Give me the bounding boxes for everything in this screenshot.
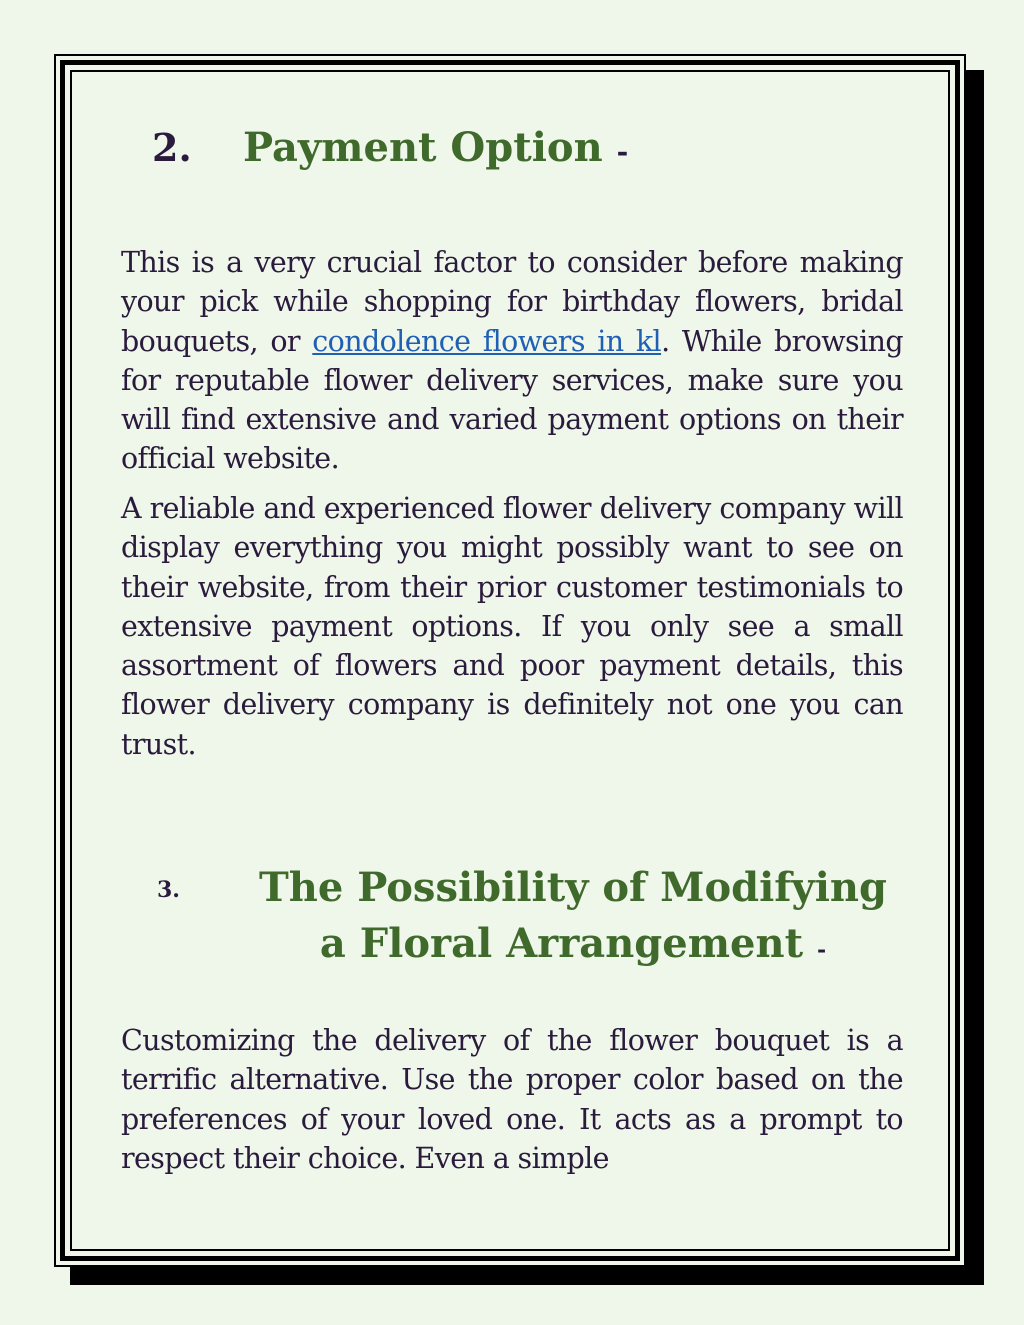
section-2-title: Payment Option [243,124,603,171]
condolence-flowers-link[interactable]: condolence flowers in kl [312,324,662,358]
section-2-heading [243,120,628,180]
section-2-number: 2. [152,125,192,170]
section-3-title-line-1: The Possibility of Modifying [259,864,887,911]
paragraph-text: This is a very crucial factor to consider before making your pick while shopping for birthday flowers, bridal bouquets, or [121,246,903,358]
paragraph-text: . While browsing for reputable flower delivery services, make sure you will find extensive and varied payment options on their official website. [121,324,903,476]
section-2-dash: - [616,135,629,168]
section-3-number: 3. [157,877,180,903]
section-2-paragraph-2: A reliable and experienced flower delivery company will display everything you might possibly want to see on their website, from their prior customer testimonials to extensive payment options. If you only see a small assortment of flowers and poor payment details, this flower delivery company is definitely not one you can trust. [121,492,903,761]
section-3-heading [243,860,903,978]
section-3-paragraph-1: Customizing the delivery of the flower bouquet is a terrific alternative. Use the proper color based on the preferences of your loved one. It acts as a prompt to respect their choice. Even a simple [121,1024,903,1175]
section-3-title-line-2: a Floral Arrangement [319,920,804,967]
section-2-paragraph-1 [121,243,903,479]
section-3-dash: - [816,937,827,963]
